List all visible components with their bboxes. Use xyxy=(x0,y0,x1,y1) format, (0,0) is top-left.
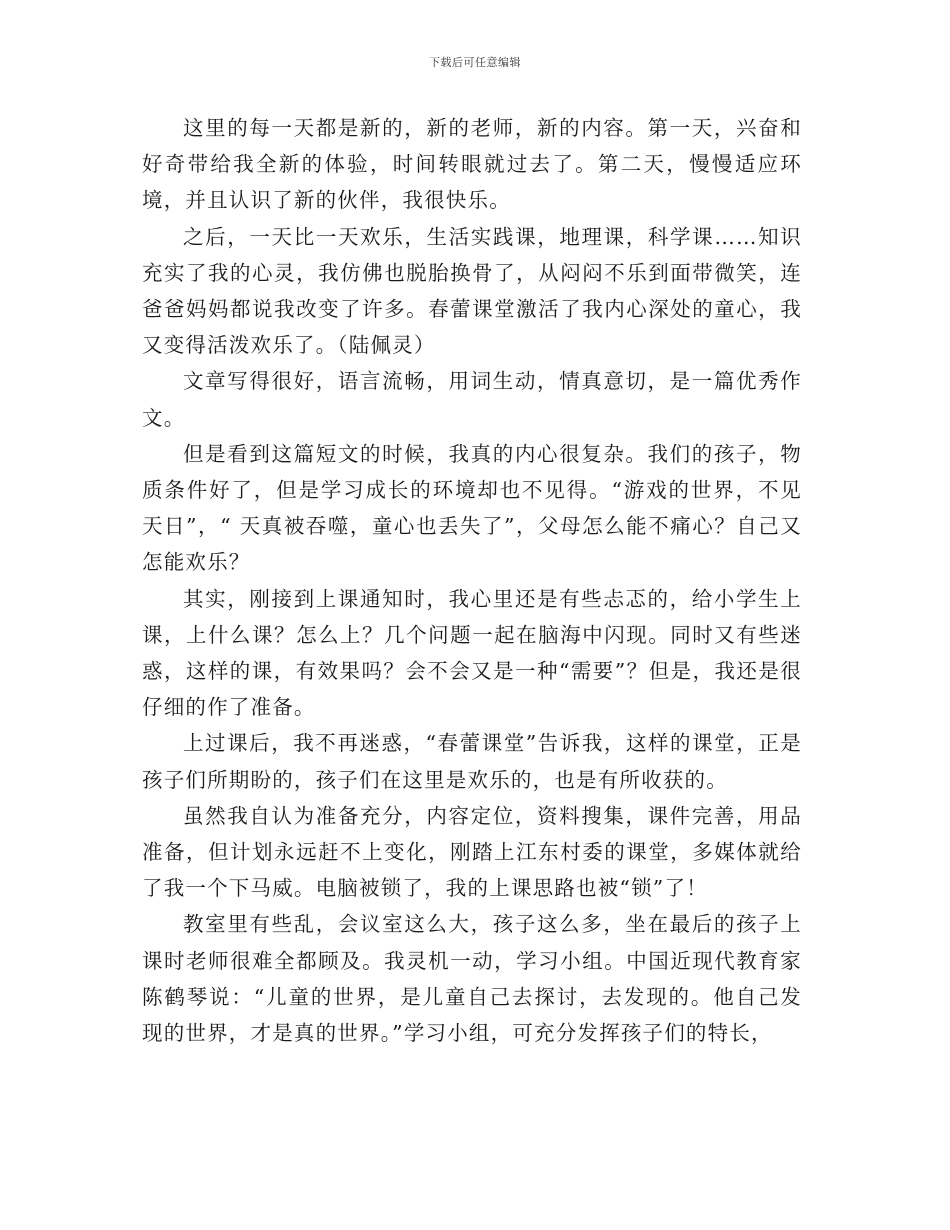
page-header: 下载后可任意编辑 xyxy=(429,56,521,69)
paragraph-1: 这里的每一天都是新的，新的老师，新的内容。第一天，兴奋和好奇带给我全新的体验，时间转眼就过去了。第二天，慢慢适应环境，并且认识了新的伙伴，我很快乐。 xyxy=(142,116,802,213)
paragraph-6: 上过课后，我不再迷惑，“春蕾课堂”告诉我，这样的课堂，正是孩子们所期盼的，孩子们在这里是欢乐的，也是有所收获的。 xyxy=(142,731,802,792)
paragraph-7: 虽然我自认为准备充分，内容定位，资料搜集，课件完善，用品准备，但计划永远赶不上变化，刚踏上江东村委的课堂，多媒体就给了我一个下马威。电脑被锁了，我的上课思路也被“锁”了！ xyxy=(142,803,802,901)
document-body xyxy=(142,110,802,1051)
paragraph-3: 文章写得很好，语言流畅，用词生动，情真意切，是一篇优秀作文。 xyxy=(142,369,802,430)
paragraph-4: 但是看到这篇短文的时候，我真的内心很复杂。我们的孩子，物质条件好了，但是学习成长的环境却也不见得。“游戏的世界，不见天日”，“ 天真被吞噬，童心也丢失了”，父母怎么能不痛心？自己又怎能欢乐？ xyxy=(142,441,802,575)
paragraph-8: 教室里有些乱，会议室这么大，孩子这么多，坐在最后的孩子上课时老师很难全都顾及。我灵机一动，学习小组。中国近现代教育家陈鹤琴说：“儿童的世界，是儿童自己去探讨，去发现的。他自己发现的世界，才是真的世界。”学习小组，可充分发挥孩子们的特长， xyxy=(142,912,802,1046)
paragraph-2: 之后，一天比一天欢乐，生活实践课，地理课，科学课……知识充实了我的心灵，我仿佛也脱胎换骨了，从闷闷不乐到面带微笑，连爸爸妈妈都说我改变了许多。春蕾课堂激活了我内心深处的童心，我又变得活泼欢乐了。（陆佩灵） xyxy=(142,224,802,358)
paragraph-5: 其实，刚接到上课通知时，我心里还是有些忐忑的，给小学生上课，上什么课？怎么上？几个问题一起在脑海中闪现。同时又有些迷惑，这样的课，有效果吗？会不会又是一种“需要”？但是，我还是很仔细的作了准备。 xyxy=(142,586,802,720)
